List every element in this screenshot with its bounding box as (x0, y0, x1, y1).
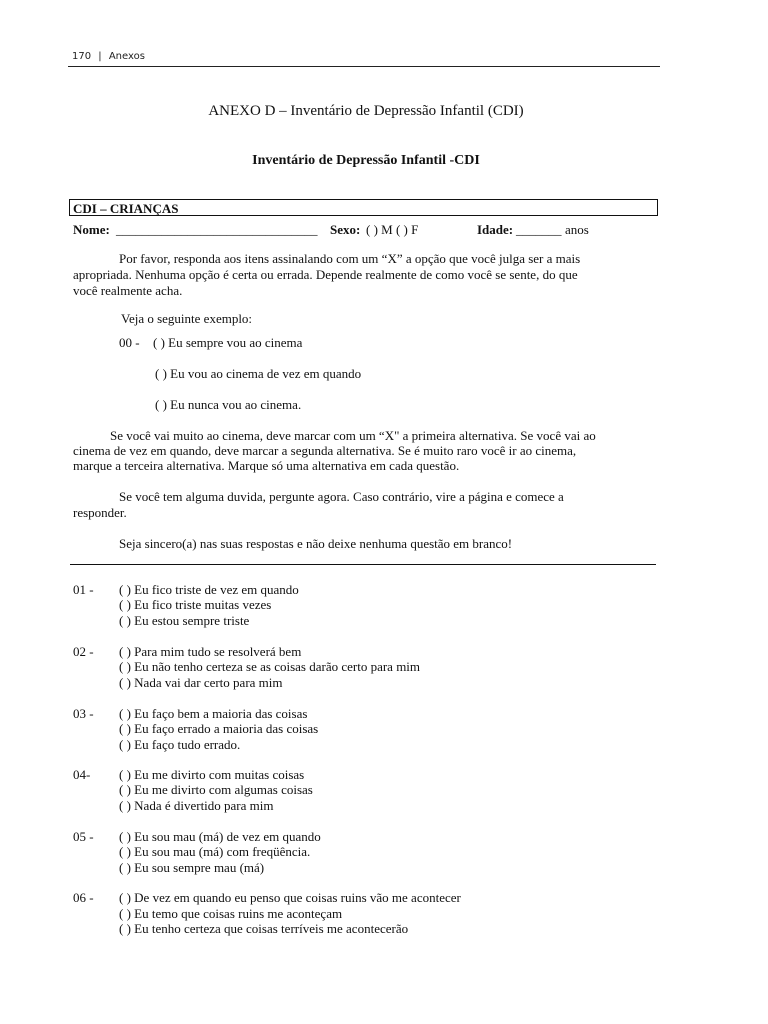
header-separator: | (98, 51, 102, 62)
question-option[interactable]: ( ) Eu não tenho certeza se as coisas darão certo para mim (119, 659, 421, 674)
page-title: ANEXO D – Inventário de Depressão Infantil (CDI) (208, 103, 524, 119)
age-label: Idade: (477, 222, 514, 237)
header-divider (68, 66, 660, 67)
example-number: 00 - (119, 335, 140, 350)
question-number: 04- (73, 767, 91, 782)
question-option[interactable]: ( ) Eu faço tudo errado. (119, 737, 241, 752)
page-number: 170 (72, 51, 92, 62)
example-lead: Veja o seguinte exemplo: (121, 311, 253, 326)
page-subtitle: Inventário de Depressão Infantil -CDI (252, 153, 480, 168)
question-option[interactable]: ( ) Eu tenho certeza que coisas terríveis me acontecerão (119, 921, 409, 936)
question-number: 01 - (73, 582, 94, 597)
running-header (72, 51, 145, 62)
intro-line: apropriada. Nenhuma opção é certa ou errada. Depende realmente de como você se sente, do que (73, 267, 578, 282)
question-option[interactable]: ( ) Eu fico triste muitas vezes (119, 597, 272, 612)
question-option[interactable]: ( ) Eu me divirto com algumas coisas (119, 782, 313, 797)
explanation-line: marque a terceira alternativa. Marque só uma alternativa em cada questão. (73, 458, 460, 473)
question-option[interactable]: ( ) De vez em quando eu penso que coisas ruins vão me acontecer (119, 890, 461, 905)
question-option[interactable]: ( ) Eu fico triste de vez em quando (119, 582, 299, 597)
question-option[interactable]: ( ) Eu sou mau (má) com freqüência. (119, 844, 311, 859)
sex-label: Sexo: (330, 222, 361, 237)
header-section: Anexos (108, 51, 145, 62)
sincere-note: Seja sincero(a) nas suas respostas e não deixe nenhuma questão em branco! (119, 536, 513, 551)
question-option[interactable]: ( ) Eu faço errado a maioria das coisas (119, 721, 319, 736)
example-option: ( ) Eu sempre vou ao cinema (153, 335, 303, 350)
explanation-line: Se você vai muito ao cinema, deve marcar com um “X" a primeira alternativa. Se você vai ao (110, 428, 596, 443)
question-option[interactable]: ( ) Eu faço bem a maioria das coisas (119, 706, 308, 721)
question-option[interactable]: ( ) Eu temo que coisas ruins me aconteçam (119, 906, 343, 921)
question-option[interactable]: ( ) Eu me divirto com muitas coisas (119, 767, 305, 782)
age-field[interactable]: _______ (516, 222, 562, 237)
name-field[interactable]: _______________________________ (116, 222, 318, 237)
section-divider (70, 564, 656, 565)
form-box-title: CDI – CRIANÇAS (73, 201, 179, 216)
question-number: 06 - (73, 890, 94, 905)
question-option[interactable]: ( ) Para mim tudo se resolverá bem (119, 644, 302, 659)
question-option[interactable]: ( ) Eu sou mau (má) de vez em quando (119, 829, 321, 844)
question-number: 02 - (73, 644, 94, 659)
example-option: ( ) Eu vou ao cinema de vez em quando (155, 366, 362, 381)
question-number: 03 - (73, 706, 94, 721)
example-option: ( ) Eu nunca vou ao cinema. (155, 397, 302, 412)
explanation-line: cinema de vez em quando, deve marcar a segunda alternativa. Se é muito raro você ir ao cinema, (73, 443, 577, 458)
sex-options[interactable]: ( ) M ( ) F (366, 222, 419, 237)
age-unit: anos (565, 222, 589, 237)
intro-line: Por favor, responda aos itens assinalando com um “X” a opção que você julga ser a mais (119, 251, 581, 266)
question-option[interactable]: ( ) Nada é divertido para mim (119, 798, 274, 813)
intro-line: você realmente acha. (73, 283, 183, 298)
doubt-line: responder. (73, 505, 127, 520)
doubt-line: Se você tem alguma duvida, pergunte agora. Caso contrário, vire a página e comece a (119, 489, 564, 504)
question-number: 05 - (73, 829, 94, 844)
question-option[interactable]: ( ) Eu estou sempre triste (119, 613, 250, 628)
question-option[interactable]: ( ) Eu sou sempre mau (má) (119, 860, 265, 875)
name-label: Nome: (73, 222, 110, 237)
question-option[interactable]: ( ) Nada vai dar certo para mim (119, 675, 283, 690)
